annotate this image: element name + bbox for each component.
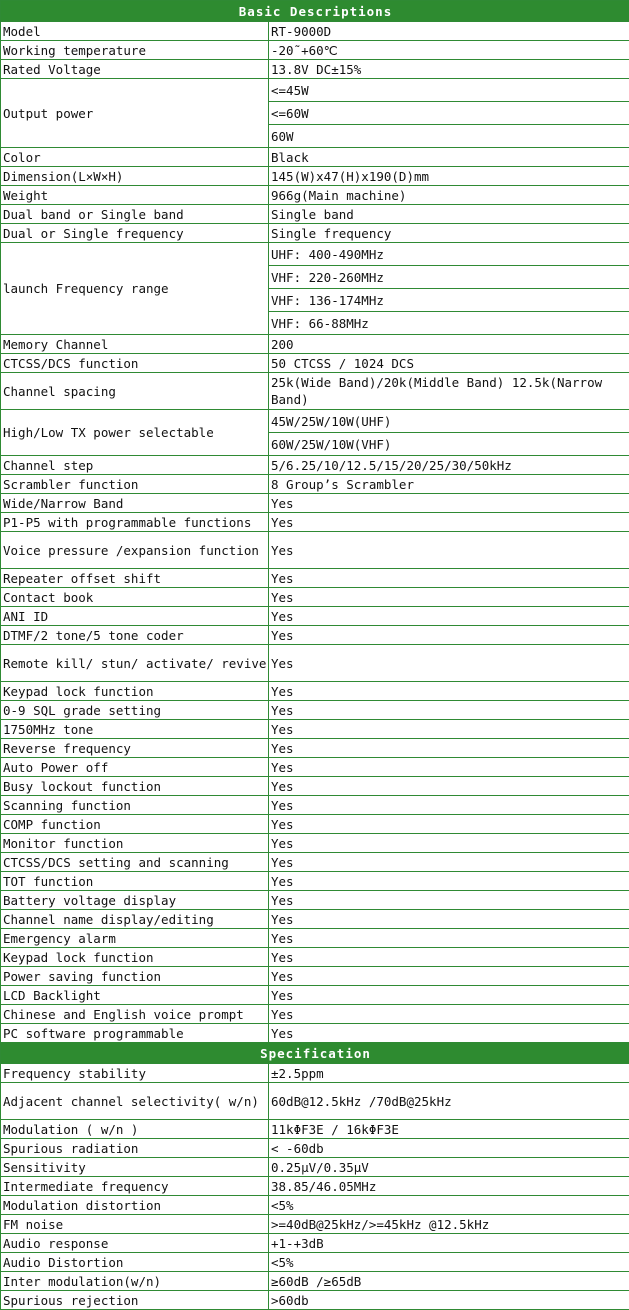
row-value: Yes	[269, 739, 629, 758]
row-label: Output power	[1, 79, 269, 148]
row-value: Yes	[269, 682, 629, 701]
row-value: Yes	[269, 513, 629, 532]
section-header-row	[1, 1043, 629, 1064]
section-title: Basic Descriptions	[1, 1, 629, 22]
table-row	[1, 410, 629, 433]
row-value: >60db	[269, 1291, 629, 1310]
row-label: ANI ID	[1, 607, 269, 626]
table-row	[1, 475, 629, 494]
row-value: 5/6.25/10/12.5/15/20/25/30/50kHz	[269, 456, 629, 475]
table-row	[1, 224, 629, 243]
row-value: 966g(Main machine)	[269, 186, 629, 205]
row-value: Yes	[269, 777, 629, 796]
row-value: 60dB@12.5kHz /70dB@25kHz	[269, 1083, 629, 1120]
table-row	[1, 148, 629, 167]
table-row	[1, 910, 629, 929]
row-value: >=40dB@25kHz/>=45kHz @12.5kHz	[269, 1215, 629, 1234]
row-label: LCD Backlight	[1, 986, 269, 1005]
row-value: Yes	[269, 701, 629, 720]
row-value: 200	[269, 335, 629, 354]
table-row	[1, 569, 629, 588]
row-label: Modulation ( w/n )	[1, 1120, 269, 1139]
table-row	[1, 1064, 629, 1083]
table-row	[1, 891, 629, 910]
row-value: Yes	[269, 645, 629, 682]
row-value: ≥60dB /≥65dB	[269, 1272, 629, 1291]
row-label: Scanning function	[1, 796, 269, 815]
row-value: <5%	[269, 1196, 629, 1215]
row-value: VHF: 220-260MHz	[269, 266, 629, 289]
row-label: Model	[1, 22, 269, 41]
table-row	[1, 1234, 629, 1253]
table-row	[1, 1139, 629, 1158]
row-value: ±2.5ppm	[269, 1064, 629, 1083]
row-value: Yes	[269, 948, 629, 967]
row-value: VHF: 136-174MHz	[269, 289, 629, 312]
spec-body	[1, 1, 629, 1310]
row-value: Yes	[269, 967, 629, 986]
table-row	[1, 607, 629, 626]
row-label: CTCSS/DCS setting and scanning	[1, 853, 269, 872]
row-value: Yes	[269, 758, 629, 777]
row-value: Black	[269, 148, 629, 167]
row-value: VHF: 66-88MHz	[269, 312, 629, 335]
row-value: Yes	[269, 588, 629, 607]
row-value: Yes	[269, 532, 629, 569]
table-row	[1, 815, 629, 834]
row-label: Modulation distortion	[1, 1196, 269, 1215]
row-value: Yes	[269, 720, 629, 739]
row-value: +1-+3dB	[269, 1234, 629, 1253]
table-row	[1, 1253, 629, 1272]
table-row	[1, 167, 629, 186]
row-label: Emergency alarm	[1, 929, 269, 948]
table-row	[1, 373, 629, 410]
row-label: Contact book	[1, 588, 269, 607]
row-label: Reverse frequency	[1, 739, 269, 758]
row-label: Voice pressure /expansion function	[1, 532, 269, 569]
row-value: 60W	[269, 125, 629, 148]
row-label: Wide/Narrow Band	[1, 494, 269, 513]
row-label: Inter modulation(w/n)	[1, 1272, 269, 1291]
row-value: Yes	[269, 853, 629, 872]
row-label: Scrambler function	[1, 475, 269, 494]
row-label: Memory Channel	[1, 335, 269, 354]
table-row	[1, 948, 629, 967]
row-label: Dual band or Single band	[1, 205, 269, 224]
table-row	[1, 494, 629, 513]
table-row	[1, 41, 629, 60]
table-row	[1, 1158, 629, 1177]
row-label: Channel name display/editing	[1, 910, 269, 929]
table-row	[1, 1024, 629, 1043]
table-row	[1, 1120, 629, 1139]
row-label: DTMF/2 tone/5 tone coder	[1, 626, 269, 645]
row-label: TOT function	[1, 872, 269, 891]
table-row	[1, 1291, 629, 1310]
row-value: Yes	[269, 1024, 629, 1043]
row-value: 13.8V DC±15%	[269, 60, 629, 79]
row-value: Yes	[269, 815, 629, 834]
table-row	[1, 645, 629, 682]
row-label: Adjacent channel selectivity( w/n)	[1, 1083, 269, 1120]
section-header-row	[1, 1, 629, 22]
row-label: Color	[1, 148, 269, 167]
row-label: P1-P5 with programmable functions	[1, 513, 269, 532]
row-label: launch Frequency range	[1, 243, 269, 335]
row-label: 1750MHz tone	[1, 720, 269, 739]
row-value: 11kΦF3E / 16kΦF3E	[269, 1120, 629, 1139]
row-label: Sensitivity	[1, 1158, 269, 1177]
row-label: 0-9 SQL grade setting	[1, 701, 269, 720]
row-value: Single frequency	[269, 224, 629, 243]
row-value: Yes	[269, 834, 629, 853]
row-value: Yes	[269, 796, 629, 815]
table-row	[1, 777, 629, 796]
row-value: <=45W	[269, 79, 629, 102]
row-value: 60W/25W/10W(VHF)	[269, 433, 629, 456]
table-row	[1, 739, 629, 758]
table-row	[1, 22, 629, 41]
table-row	[1, 929, 629, 948]
row-label: Repeater offset shift	[1, 569, 269, 588]
table-row	[1, 60, 629, 79]
row-value: 38.85/46.05MHz	[269, 1177, 629, 1196]
table-row	[1, 79, 629, 102]
row-value: Yes	[269, 910, 629, 929]
row-value: Yes	[269, 569, 629, 588]
row-value: 25k(Wide Band)/20k(Middle Band) 12.5k(Narrow Band)	[269, 373, 629, 410]
table-row	[1, 1272, 629, 1291]
table-row	[1, 682, 629, 701]
row-label: Keypad lock function	[1, 682, 269, 701]
row-label: Dual or Single frequency	[1, 224, 269, 243]
table-row	[1, 872, 629, 891]
row-value: Yes	[269, 986, 629, 1005]
row-value: < -60db	[269, 1139, 629, 1158]
row-label: Battery voltage display	[1, 891, 269, 910]
row-label: COMP function	[1, 815, 269, 834]
row-label: Audio Distortion	[1, 1253, 269, 1272]
row-value: 0.25μV/0.35μV	[269, 1158, 629, 1177]
row-value: Yes	[269, 891, 629, 910]
row-value: UHF: 400-490MHz	[269, 243, 629, 266]
row-value: Yes	[269, 607, 629, 626]
row-label: Channel step	[1, 456, 269, 475]
row-value: 8 Group’s Scrambler	[269, 475, 629, 494]
table-row	[1, 335, 629, 354]
table-row	[1, 186, 629, 205]
row-label: Rated Voltage	[1, 60, 269, 79]
row-label: Remote kill/ stun/ activate/ revive	[1, 645, 269, 682]
table-row	[1, 513, 629, 532]
row-label: Audio response	[1, 1234, 269, 1253]
table-row	[1, 1005, 629, 1024]
row-label: CTCSS/DCS function	[1, 354, 269, 373]
row-label: Spurious rejection	[1, 1291, 269, 1310]
table-row	[1, 205, 629, 224]
row-value: Yes	[269, 626, 629, 645]
row-label: Weight	[1, 186, 269, 205]
row-label: High/Low TX power selectable	[1, 410, 269, 456]
table-row	[1, 701, 629, 720]
table-row	[1, 834, 629, 853]
table-row	[1, 354, 629, 373]
table-row	[1, 1177, 629, 1196]
row-label: Auto Power off	[1, 758, 269, 777]
table-row	[1, 853, 629, 872]
table-row	[1, 588, 629, 607]
table-row	[1, 626, 629, 645]
section-title: Specification	[1, 1043, 629, 1064]
row-value: 145(W)x47(H)x190(D)mm	[269, 167, 629, 186]
row-label: Spurious radiation	[1, 1139, 269, 1158]
row-label: Working temperature	[1, 41, 269, 60]
row-value: 45W/25W/10W(UHF)	[269, 410, 629, 433]
row-label: Dimension(L×W×H)	[1, 167, 269, 186]
row-value: Single band	[269, 205, 629, 224]
table-row	[1, 456, 629, 475]
table-row	[1, 1215, 629, 1234]
table-row	[1, 967, 629, 986]
row-value: <5%	[269, 1253, 629, 1272]
table-row	[1, 720, 629, 739]
row-label: Busy lockout function	[1, 777, 269, 796]
table-row	[1, 532, 629, 569]
row-value: Yes	[269, 872, 629, 891]
row-label: Frequency stability	[1, 1064, 269, 1083]
table-row	[1, 243, 629, 266]
row-value: <=60W	[269, 102, 629, 125]
row-value: Yes	[269, 929, 629, 948]
row-label: Channel spacing	[1, 373, 269, 410]
row-label: Power saving function	[1, 967, 269, 986]
row-label: Chinese and English voice prompt	[1, 1005, 269, 1024]
row-value: Yes	[269, 494, 629, 513]
row-label: Intermediate frequency	[1, 1177, 269, 1196]
table-row	[1, 758, 629, 777]
row-label: FM noise	[1, 1215, 269, 1234]
table-row	[1, 1083, 629, 1120]
row-value: RT-9000D	[269, 22, 629, 41]
row-label: PC software programmable	[1, 1024, 269, 1043]
row-label: Monitor function	[1, 834, 269, 853]
row-label: Keypad lock function	[1, 948, 269, 967]
table-row	[1, 796, 629, 815]
row-value: -20˜+60℃	[269, 41, 629, 60]
row-value: 50 CTCSS / 1024 DCS	[269, 354, 629, 373]
row-value: Yes	[269, 1005, 629, 1024]
table-row	[1, 986, 629, 1005]
table-row	[1, 1196, 629, 1215]
